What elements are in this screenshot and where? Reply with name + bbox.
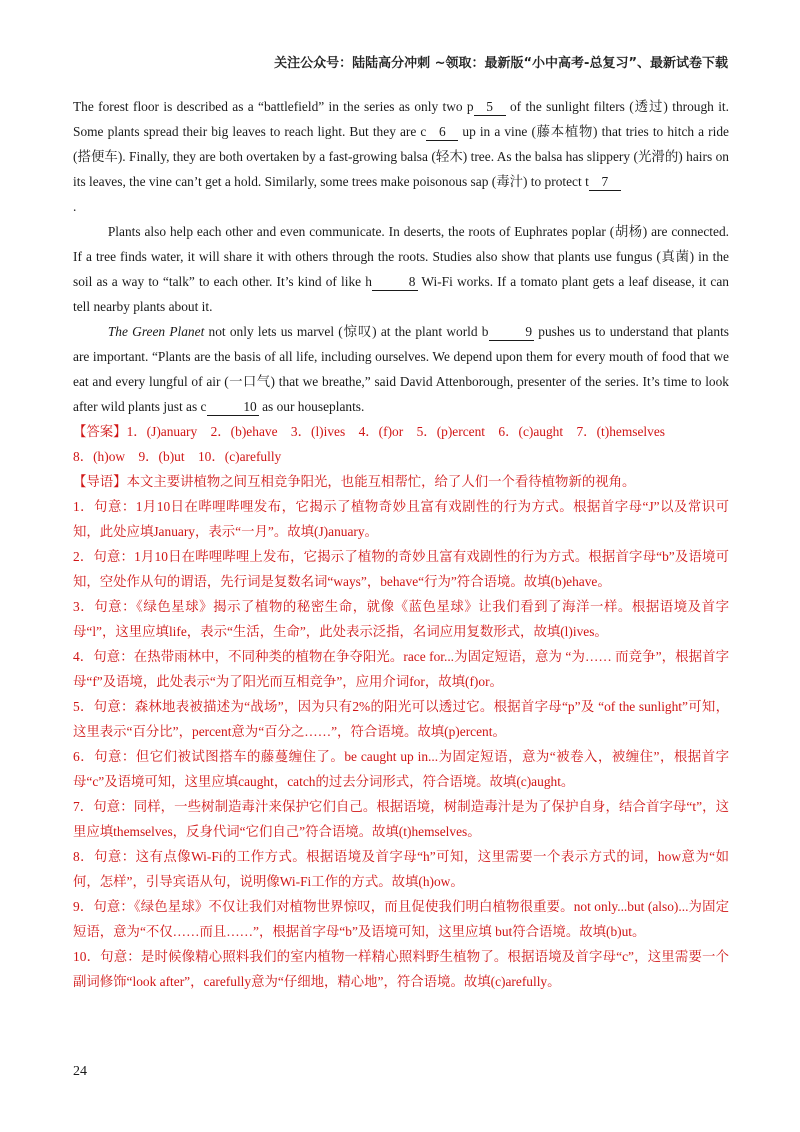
explanation-3: 3．句意：《绿色星球》揭示了植物的秘密生命，就像《蓝色星球》让我们看到了海洋一样。根据语境及首字母“l”，这里应填life，表示“生活，生命”，此处表示泛指，名词应用复数形式，故填(l)ives。 bbox=[73, 599, 729, 639]
blank-10: 10 bbox=[207, 399, 259, 416]
answer-line-1: 1．(J)anuary 2．(b)ehave 3．(l)ives 4．(f)or 5．(p)ercent 6．(c)aught 7．(t)hemselves bbox=[126, 424, 665, 439]
explanation-7: 7．句意：同样，一些树制造毒汁来保护它们自己。根据语境，树制造毒汁是为了保护自身，结合首字母“t”，这里应填themselves，反身代词“它们自己”符合语境。故填(t)hemselves。 bbox=[73, 799, 729, 839]
page-number: 24 bbox=[73, 1064, 87, 1079]
program-title: The Green Planet bbox=[107, 324, 205, 339]
blank-5: 5 bbox=[474, 99, 506, 116]
text-segment: The forest floor is described as a “battlefield” in the series as only two p bbox=[73, 99, 474, 114]
text-segment: of the sunlight filters (透过) through it. Some plants spread their big leaves to reach light. But they are c bbox=[73, 99, 730, 139]
text-segment: . bbox=[73, 199, 77, 214]
explanation-5: 5．句意：森林地表被描述为“战场”，因为只有2%的阳光可以透过它。根据首字母“p”及 “of the sunlight”可知，这里表示“百分比”，percent意为“百分之……”，符合语境。故填(p)ercent。 bbox=[73, 699, 729, 739]
guide-text: 本文主要讲植物之间互相竞争阳光，也能互相帮忙，给了人们一个看待植物新的视角。 bbox=[126, 474, 636, 489]
passage-paragraph-2 bbox=[73, 219, 729, 319]
text-segment: Plants also help each other and even communicate. In deserts, the roots of Euphrates poplar (胡杨) are connected. If a tree finds water, it will share it with others through the roots. Studies also show that plants use fungus (真菌) in the soil as a way to “talk” to each other. It’s kind of like h bbox=[73, 224, 729, 289]
text-segment: Wi-Fi works. If a tomato plant gets a leaf disease, it can tell nearby plants about it. bbox=[73, 274, 729, 314]
blank-6: 6 bbox=[426, 124, 458, 141]
explanation-9: 9．句意：《绿色星球》不仅让我们对植物世界惊叹，而且促使我们明白植物很重要。not only...but (also)...为固定短语，意为“不仅……而且……”，根据首字母“b”及语境可知，这里应填 but符合语境。故填(b)ut。 bbox=[73, 899, 729, 939]
text-segment: as our houseplants. bbox=[258, 399, 365, 414]
page-header: 关注公众号：陆陆高分冲刺 ~领取：最新版“小中高考-总复习”、最新试卷下载 bbox=[274, 56, 728, 71]
passage-paragraph-3 bbox=[73, 319, 729, 419]
answer-line-2: 8．(h)ow 9．(b)ut 10．(c)arefully bbox=[73, 449, 282, 464]
blank-9: 9 bbox=[489, 324, 535, 341]
explanation-1: 1．句意：1月10日在哔哩哔哩发布，它揭示了植物奇妙且富有戏剧性的行为方式。根据首字母“J”以及常识可知，此处应填January，表示“一月”。故填(J)anuary。 bbox=[73, 499, 729, 539]
answer-section bbox=[73, 419, 729, 444]
passage-paragraph-1 bbox=[73, 94, 729, 219]
blank-7: 7 bbox=[589, 174, 621, 191]
text-segment: pushes us to understand that plants are important. “Plants are the basis of all life, including ourselves. We depend upon them for every mouth of food that we eat and every lungful of air (一口气) that we breathe,” said David Attenborough, presenter of the series. It’s time to look after wild plants just as c bbox=[73, 324, 729, 414]
explanation-8: 8．句意：这有点像Wi-Fi的工作方式。根据语境及首字母“h”可知，这里需要一个表示方式的词，how意为“如何，怎样”，引导宾语从句，说明像Wi-Fi工作的方式。故填(h)ow。 bbox=[73, 849, 729, 889]
guide-label: 【导语】 bbox=[73, 474, 127, 489]
explanation-10: 10．句意：是时候像精心照料我们的室内植物一样精心照料野生植物了。根据语境及首字母“c”，这里需要一个副词修饰“look after”，carefully意为“仔细地，精心地”，符合语境。故填(c)arefully。 bbox=[73, 949, 729, 989]
guide-section bbox=[73, 469, 729, 494]
explanation-6: 6．句意：但它们被试图搭车的藤蔓缠住了。be caught up in...为固定短语，意为“被卷入，被缠住”，根据首字母“c”及语境可知，这里应填caught，catch的过去分词形式，符合语境。故填(c)aught。 bbox=[73, 749, 729, 789]
blank-8: 8 bbox=[372, 274, 418, 291]
answer-label: 【答案】 bbox=[73, 424, 127, 439]
explanation-2: 2．句意：1月10日在哔哩哔哩上发布，它揭示了植物的奇妙且富有戏剧性的行为方式。根据首字母“b”及语境可知，空处作从句的谓语，先行词是复数名词“ways”，behave“行为”符合语境。故填(b)ehave。 bbox=[73, 549, 729, 589]
text-segment: not only lets us marvel (惊叹) at the plant world b bbox=[204, 324, 489, 339]
text-segment: up in a vine (藤本植物) that tries to hitch a ride (搭便车). Finally, they are both overtaken by a fast-growing balsa (轻木) tree. As the balsa has slippery (光滑的) hairs on its leaves, the vine can’t get a hold. Similarly, some trees make poisonous sap (毒汁) to protect t bbox=[73, 124, 729, 189]
explanation-4: 4．句意：在热带雨林中，不同种类的植物在争夺阳光。race for...为固定短语，意为 “为…… 而竞争”，根据首字母“f”及语境，此处表示“为了阳光而互相竞争”，应用介词for，故填(f)or。 bbox=[73, 649, 729, 689]
document-body bbox=[73, 94, 729, 994]
